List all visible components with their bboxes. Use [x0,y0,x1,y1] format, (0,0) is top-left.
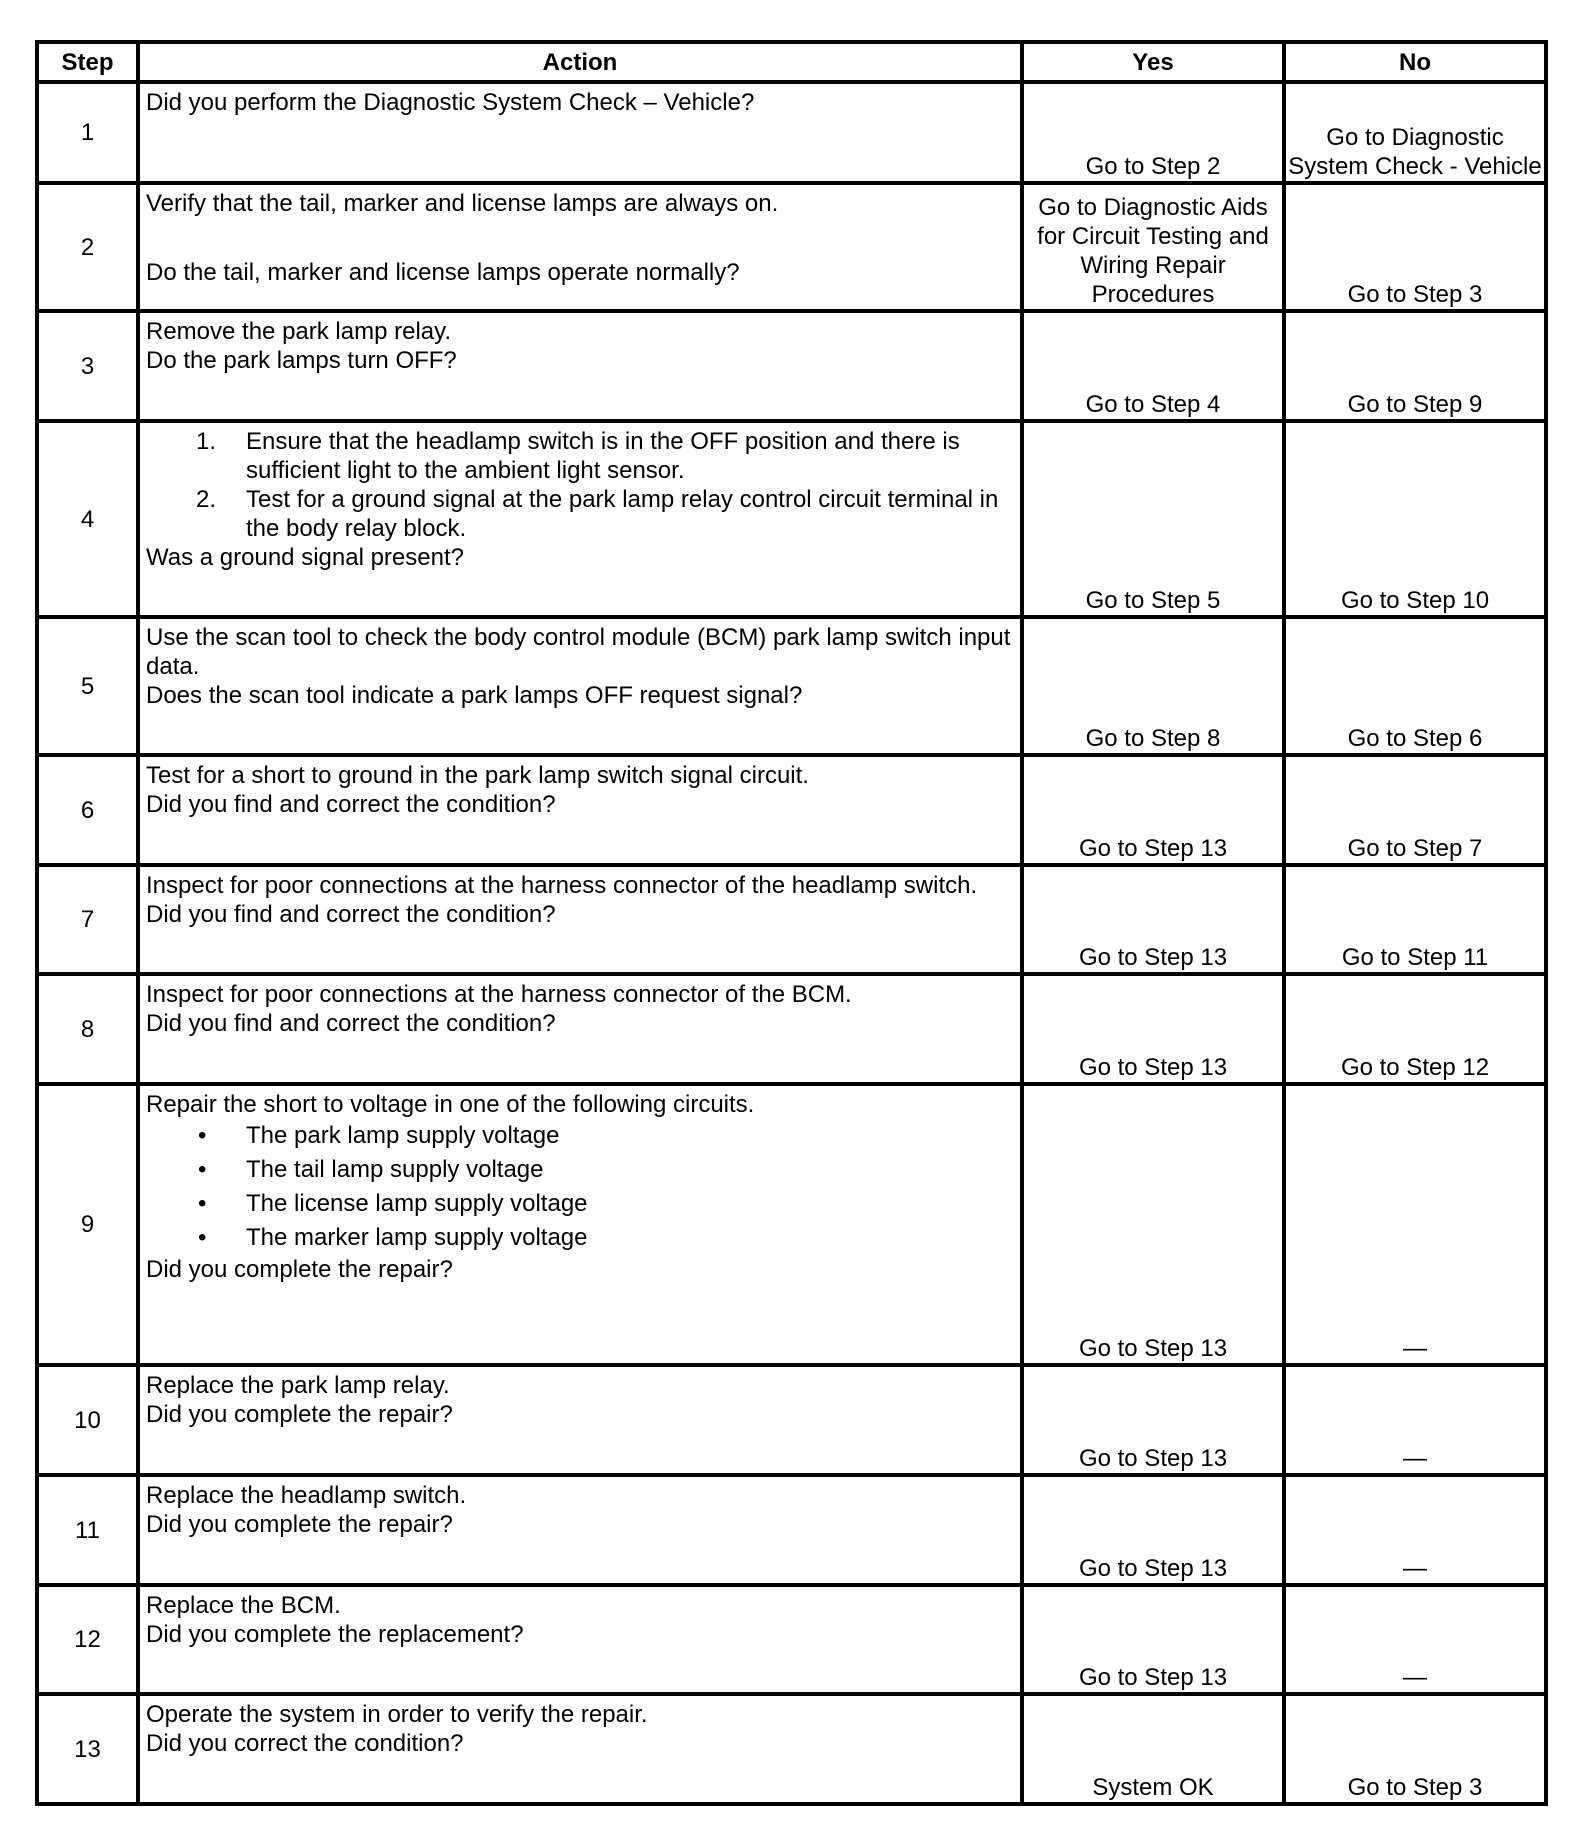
action-question: Did you complete the repair? [146,1511,453,1538]
numbered-list [146,427,1014,543]
action-question: Did you complete the repair? [146,1256,453,1283]
action-cell [138,311,1022,421]
action-text: Use the scan tool to check the body control module (BCM) park lamp switch input data. [146,624,1011,680]
yes-result: Go to Step 13 [1022,865,1284,974]
step-number: 11 [37,1475,138,1585]
step-number: 13 [37,1694,138,1804]
action-question: Did you correct the condition? [146,1730,464,1757]
no-result: Go to Step 3 [1284,1694,1546,1804]
no-result: Go to Step 3 [1284,183,1546,311]
action-question: Did you find and correct the condition? [146,1010,556,1037]
list-text: The license lamp supply voltage [246,1190,588,1217]
table-row [37,183,1546,311]
action-text: Replace the headlamp switch. [146,1482,467,1509]
no-result: Go to Step 11 [1284,865,1546,974]
step-number: 5 [37,617,138,755]
table-row [37,1084,1546,1365]
step-number: 7 [37,865,138,974]
action-text: Did you perform the Diagnostic System Check – Vehicle? [146,89,755,116]
table-row [37,865,1546,974]
table-row [37,1694,1546,1804]
list-item [146,1153,1014,1187]
action-text: Replace the BCM. [146,1592,341,1619]
action-text: Inspect for poor connections at the harness connector of the BCM. [146,981,852,1008]
action-question: Does the scan tool indicate a park lamps OFF request signal? [146,682,803,709]
header-no: No [1284,42,1546,82]
step-number: 4 [37,421,138,617]
list-item [146,1119,1014,1153]
dash-mark: — [1403,1555,1427,1582]
step-number: 2 [37,183,138,311]
header-yes: Yes [1022,42,1284,82]
action-text: Operate the system in order to verify the repair. [146,1701,648,1728]
no-result: Go to Step 12 [1284,974,1546,1084]
no-result [1284,1475,1546,1585]
action-text: Test for a short to ground in the park lamp switch signal circuit. [146,762,809,789]
list-item [146,485,1014,543]
action-text: Verify that the tail, marker and license lamps are always on. [146,190,779,217]
table-row [37,1585,1546,1694]
action-cell [138,1475,1022,1585]
yes-result: System OK [1022,1694,1284,1804]
action-cell [138,421,1022,617]
list-text: The tail lamp supply voltage [246,1156,544,1183]
action-question: Do the park lamps turn OFF? [146,347,457,374]
no-result: Go to Step 10 [1284,421,1546,617]
step-number: 3 [37,311,138,421]
dash-mark: — [1403,1445,1427,1472]
bullet-list [146,1119,1014,1255]
action-question: Did you complete the repair? [146,1401,453,1428]
table-row [37,755,1546,865]
table-row [37,974,1546,1084]
step-number: 10 [37,1365,138,1475]
dash-mark: — [1403,1664,1427,1691]
action-question: Was a ground signal present? [146,544,464,571]
action-cell [138,1694,1022,1804]
action-cell [138,183,1022,311]
no-result [1284,1365,1546,1475]
yes-result: Go to Step 13 [1022,1585,1284,1694]
list-text: Ensure that the headlamp switch is in the OFF position and there is sufficient light to the ambient light sensor. [246,428,960,484]
table-row [37,311,1546,421]
action-text: Repair the short to voltage in one of the following circuits. [146,1091,755,1118]
action-question: Did you find and correct the condition? [146,791,556,818]
yes-result: Go to Step 13 [1022,1365,1284,1475]
list-item [146,427,1014,485]
action-cell [138,1084,1022,1365]
no-result: Go to Step 6 [1284,617,1546,755]
table-row [37,1475,1546,1585]
step-number: 6 [37,755,138,865]
no-result [1284,1084,1546,1365]
list-number: 1. [196,428,217,455]
action-question: Did you complete the replacement? [146,1621,524,1648]
yes-result: Go to Step 13 [1022,1084,1284,1365]
action-cell [138,1365,1022,1475]
list-text: Test for a ground signal at the park lamp relay control circuit terminal in the body relay block. [246,486,999,542]
step-number: 1 [37,82,138,183]
action-question: Do the tail, marker and license lamps operate normally? [146,259,740,286]
list-item [146,1187,1014,1221]
yes-result: Go to Step 5 [1022,421,1284,617]
no-result: Go to Diagnostic System Check - Vehicle [1284,82,1546,183]
yes-result: Go to Step 13 [1022,1475,1284,1585]
header-row [37,42,1546,82]
list-text: The park lamp supply voltage [246,1122,560,1149]
step-number: 9 [37,1084,138,1365]
list-text: The marker lamp supply voltage [246,1224,588,1251]
step-number: 12 [37,1585,138,1694]
table-row [37,617,1546,755]
action-cell [138,617,1022,755]
header-action: Action [138,42,1022,82]
action-cell [138,82,1022,183]
dash-mark: — [1403,1335,1427,1362]
action-cell [138,974,1022,1084]
yes-result: Go to Step 13 [1022,755,1284,865]
table-row [37,421,1546,617]
table-row [37,82,1546,183]
action-cell [138,1585,1022,1694]
table-row [37,1365,1546,1475]
bullet-icon: • [198,1122,207,1149]
action-cell [138,755,1022,865]
action-question: Did you find and correct the condition? [146,901,556,928]
step-number: 8 [37,974,138,1084]
list-item [146,1221,1014,1255]
bullet-icon: • [198,1156,207,1183]
no-result: Go to Step 9 [1284,311,1546,421]
action-text: Replace the park lamp relay. [146,1372,450,1399]
no-result: Go to Step 7 [1284,755,1546,865]
action-text: Inspect for poor connections at the harness connector of the headlamp switch. [146,872,978,899]
action-cell [138,865,1022,974]
action-text: Remove the park lamp relay. [146,318,452,345]
diagnostic-table [35,40,1548,1806]
yes-result: Go to Step 2 [1022,82,1284,183]
yes-result: Go to Diagnostic Aids for Circuit Testing and Wiring Repair Procedures [1022,183,1284,311]
yes-result: Go to Step 8 [1022,617,1284,755]
bullet-icon: • [198,1224,207,1251]
bullet-icon: • [198,1190,207,1217]
list-number: 2. [196,486,217,513]
header-step: Step [37,42,138,82]
no-result [1284,1585,1546,1694]
yes-result: Go to Step 4 [1022,311,1284,421]
yes-result: Go to Step 13 [1022,974,1284,1084]
